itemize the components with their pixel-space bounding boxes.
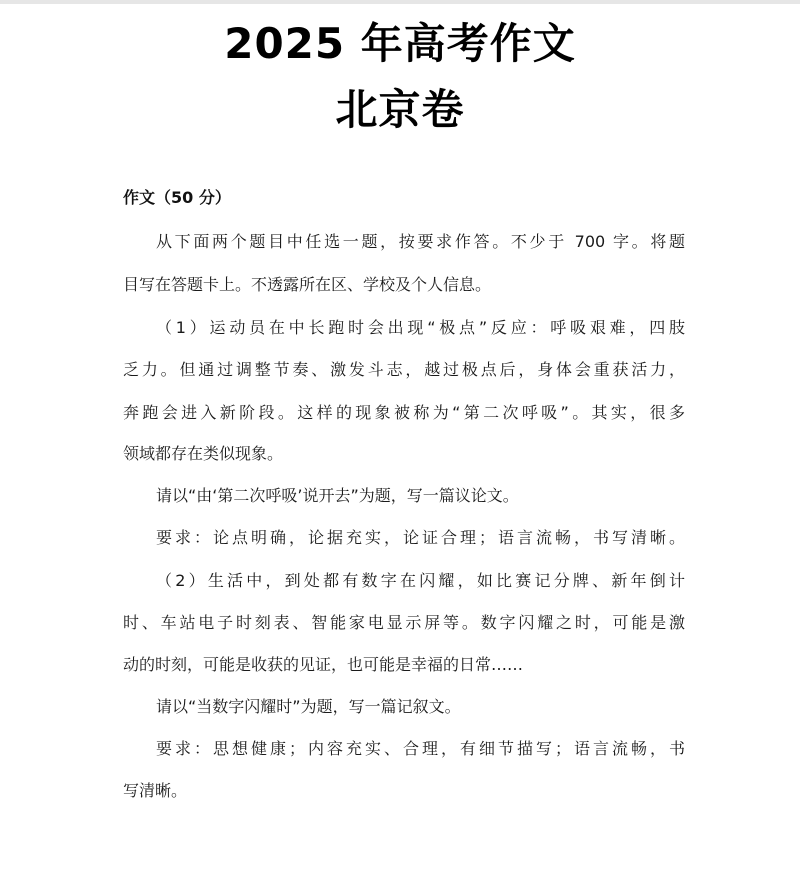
text-line: （1）运动员在中长跑时会出现“极点”反应：呼吸艰难，四肢	[156, 318, 685, 337]
text-line: 动的时刻，可能是收获的见证，也可能是幸福的日常……	[123, 655, 524, 674]
text-line: 从下面两个题目中任选一题，按要求作答。不少于 700 字。将题	[156, 232, 685, 251]
text-line: 请以“当数字闪耀时”为题，写一篇记叙文。	[156, 697, 461, 716]
text-line: 要求：论点明确，论据充实，论证合理；语言流畅，书写清晰。	[156, 528, 685, 547]
text-line: 写清晰。	[123, 781, 188, 800]
text-line: 奔跑会进入新阶段。这样的现象被称为“第二次呼吸”。其实，很多	[123, 403, 685, 422]
document-subtitle: 北京卷	[335, 85, 465, 134]
top-edge-strip	[0, 0, 800, 4]
text-line: （2）生活中，到处都有数字在闪耀，如比赛记分牌、新年倒计	[156, 571, 685, 590]
text-line: 乏力。但通过调整节奏、激发斗志，越过极点后，身体会重获活力，	[123, 360, 685, 379]
text-line: 时、车站电子时刻表、智能家电显示屏等。数字闪耀之时，可能是激	[123, 613, 685, 632]
text-line: 要求：思想健康；内容充实、合理，有细节描写；语言流畅，书	[156, 739, 685, 758]
section-heading: 作文（50 分）	[123, 188, 231, 207]
text-line: 请以“由‘第二次呼吸’说开去”为题，写一篇议论文。	[156, 486, 519, 505]
text-line: 目写在答题卡上。不透露所在区、学校及个人信息。	[123, 275, 492, 294]
text-line: 领域都存在类似现象。	[123, 444, 284, 463]
document-title: 2025 年高考作文	[224, 19, 576, 68]
